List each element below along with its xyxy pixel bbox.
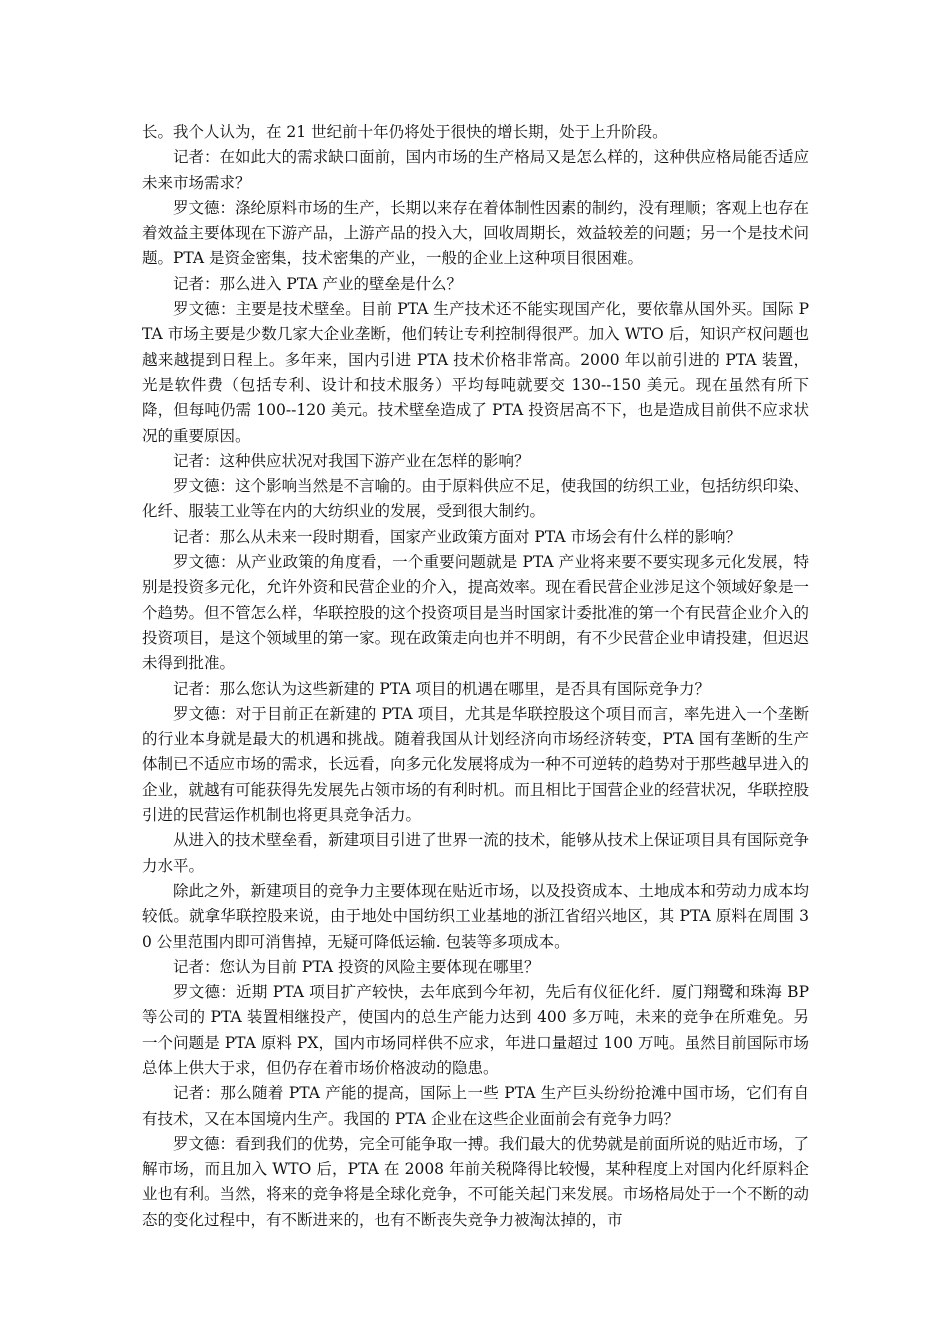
paragraph-6: 记者：这种供应状况对我国下游产业在怎样的影响？ <box>173 451 530 470</box>
paragraph-16: 记者：那么随着 PTA 产能的提高，国际上一些 PTA 生产巨头纷纷抢滩中国市场，它们有自有技术，又在本国境内生产。我国的 PTA 企业在这些企业面前会有竞争力吗？ <box>142 1084 809 1128</box>
paragraph-8: 记者：那么从未来一段时期看，国家产业政策方面对 PTA 市场会有什么样的影响？ <box>173 527 741 546</box>
paragraph-10: 记者：那么您认为这些新建的 PTA 项目的机遇在哪里，是否具有国际竞争力？ <box>173 679 710 698</box>
paragraph-11: 罗文德：对于目前正在新建的 PTA 项目，尤其是华联控股这个项目而言，率先进入一个垄断的行业本身就是最大的机遇和挑战。随着我国从计划经济向市场经济转变，PTA 国有垄断的生产体制已不适应市场的需求，长远看，向多元化发展将成为一种不可逆转的趋势对于那些越早进入的企业，就越有可能获得先发展先占领市场的有利时机。而且相比于国营企业的经营状况，华联控股引进的民营运作机制也将更具竞争活力。 <box>142 704 809 825</box>
document-body <box>142 120 809 1233</box>
paragraph-15: 罗文德：近期 PTA 项目扩产较快，去年底到今年初，先后有仪征化纤．厦门翔鹭和珠海 BP 等公司的 PTA 装置相继投产，使国内的总生产能力达到 400 多万吨，未来的竞争在所难免。另一个问题是 PTA 原料 PX，国内市场同样供不应求，年进口量超过 100 万吨。虽然目前国际市场总体上供大于求，但仍存在着市场价格波动的隐患。 <box>142 983 809 1077</box>
paragraph-14: 记者：您认为目前 PTA 投资的风险主要体现在哪里？ <box>173 957 540 976</box>
paragraph-3: 罗文德：涤纶原料市场的生产，长期以来存在着体制性因素的制约，没有理顺；客观上也存在着效益主要体现在下游产品，上游产品的投入大，回收周期长，效益较差的问题；另一个是技术问题。PTA 是资金密集，技术密集的产业，一般的企业上这种项目很困难。 <box>142 198 809 268</box>
paragraph-1: 长。我个人认为，在 21 世纪前十年仍将处于很快的增长期，处于上升阶段。 <box>142 123 668 141</box>
paragraph-2: 记者：在如此大的需求缺口面前，国内市场的生产格局又是怎么样的，这种供应格局能否适应未来市场需求？ <box>142 148 809 192</box>
paragraph-12: 从进入的技术壁垒看，新建项目引进了世界一流的技术，能够从技术上保证项目具有国际竞争力水平。 <box>142 831 809 875</box>
paragraph-9: 罗文德：从产业政策的角度看，一个重要问题就是 PTA 产业将来要不要实现多元化发展，特别是投资多元化，允许外资和民营企业的介入，提高效率。现在看民营企业涉足这个领域好象是一个趋势。但不管怎么样，华联控股的这个投资项目是当时国家计委批准的第一个有民营企业介入的投资项目，是这个领域里的第一家。现在政策走向也并不明朗，有不少民营企业申请投建，但迟迟未得到批准。 <box>142 553 809 673</box>
paragraph-5: 罗文德：主要是技术壁垒。目前 PTA 生产技术还不能实现国产化，要依靠从国外买。国际 PTA 市场主要是少数几家大企业垄断，他们转让专利控制得很严。加入 WTO 后，知识产权问题也越来越提到日程上。多年来，国内引进 PTA 技术价格非常高。2000 年以前引进的 PTA 装置，光是软件费（包括专利、设计和技术服务）平均每吨就要交 130--150 美元。现在虽然有所下降，但每吨仍需 100--120 美元。技术壁垒造成了 PTA 投资居高不下，也是造成目前供不应求状况的重要原因。 <box>142 300 809 445</box>
paragraph-17: 罗文德：看到我们的优势，完全可能争取一搏。我们最大的优势就是前面所说的贴近市场，了解市场，而且加入 WTO 后，PTA 在 2008 年前关税降得比较慢，某种程度上对国内化纤原料企业也有利。当然，将来的竞争将是全球化竞争，不可能关起门来发展。市场格局处于一个不断的动态的变化过程中，有不断进来的，也有不断丧失竞争力被淘汰掉的，市 <box>142 1134 809 1229</box>
paragraph-13: 除此之外，新建项目的竞争力主要体现在贴近市场，以及投资成本、土地成本和劳动力成本均较低。就拿华联控股来说，由于地处中国纺织工业基地的浙江省绍兴地区，其 PTA 原料在周围 30 公里范围内即可消售掉，无疑可降低运输. 包装等多项成本。 <box>142 881 809 951</box>
paragraph-4: 记者：那么进入 PTA 产业的壁垒是什么？ <box>173 274 462 293</box>
paragraph-7: 罗文德：这个影响当然是不言喻的。由于原料供应不足，使我国的纺织工业，包括纺织印染、化纤、服装工业等在内的大纺织业的发展，受到很大制约。 <box>142 477 809 521</box>
